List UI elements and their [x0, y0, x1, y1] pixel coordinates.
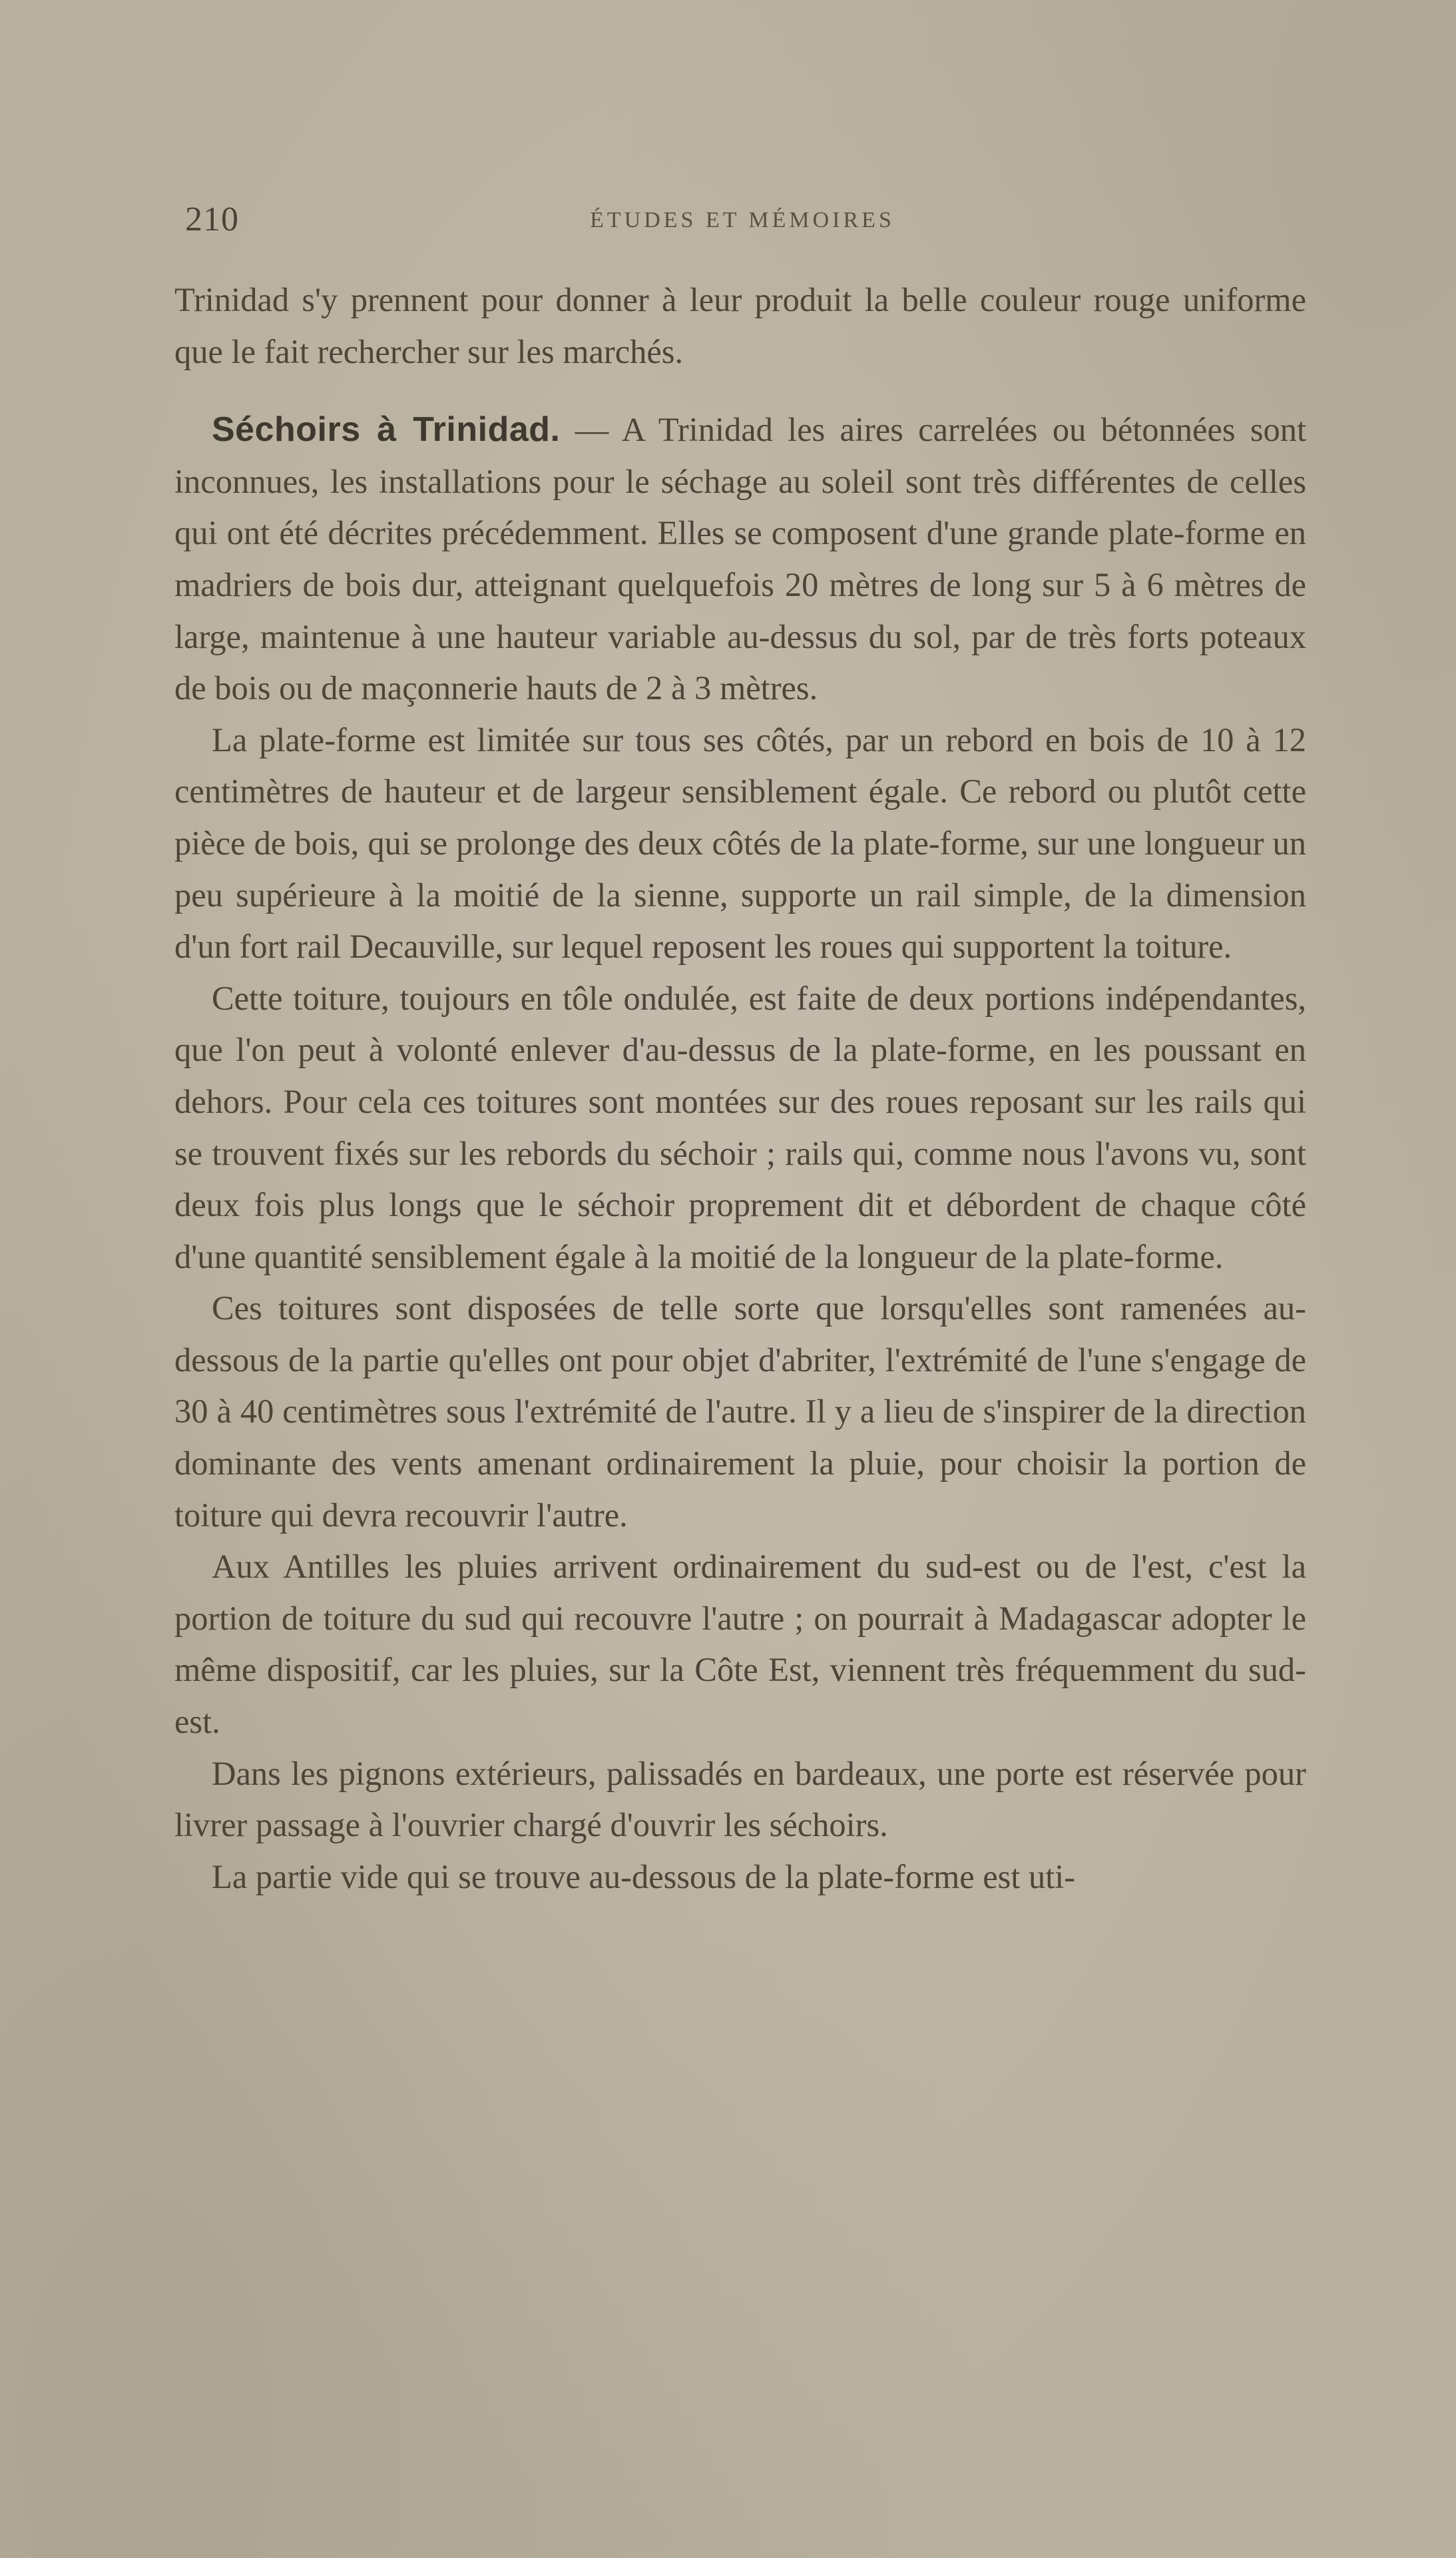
paragraph-text: Cette toiture, toujours en tôle ondulée, est faite de deux portions indépendantes, que l'on peut à volonté enlever d'au-dessus de la plate-forme, en les poussant en dehors. Pour cela ces toitures sont montées sur des roues reposant sur les rails qui se trouvent fixés sur les rebords du séchoir ; rails qui, comme nous l'avons vu, sont deux fois plus longs que le séchoir proprement dit et débordent de chaque côté d'une quantité sensiblement égale à la moitié de la longueur de la plate-forme.: [174, 979, 1306, 1275]
page-number: 210: [185, 200, 239, 238]
paragraph: [174, 1283, 1306, 1541]
paragraph-text: La plate-forme est limitée sur tous ses côtés, par un rebord en bois de 10 à 12 centimètres de hauteur et de largeur sensiblement égale. Ce rebord ou plutôt cette pièce de bois, qui se prolonge des deux côtés de la plate-forme, sur une longueur un peu supérieure à la moitié de la sienne, supporte un rail simple, de la dimension d'un fort rail Decauville, sur lequel reposent les roues qui supportent la toiture.: [174, 721, 1306, 966]
paragraph-text: La partie vide qui se trouve au-dessous de la plate-forme est uti-: [212, 1857, 1076, 1895]
paragraph: [174, 715, 1306, 973]
paragraph: [174, 1851, 1306, 1903]
paragraph-text: Dans les pignons extérieurs, palissadés en bardeaux, une porte est réservée pour livrer passage à l'ouvrier chargé d'ouvrir les séchoirs.: [174, 1754, 1306, 1844]
body-text: [174, 274, 1306, 1903]
paragraph: [174, 1541, 1306, 1748]
paragraph-text: — A Trinidad les aires carrelées ou bétonnées sont inconnues, les installations pour le séchage au soleil sont très différentes de celles qui ont été décrites précédemment. Elles se composent d'une grande plate-forme en madriers de bois dur, atteignant quelquefois 20 mètres de long sur 5 à 6 mètres de large, maintenue à une hauteur variable au-dessus du sol, par de très forts poteaux de bois ou de maçonnerie hauts de 2 à 3 mètres.: [174, 411, 1306, 707]
paragraph-text: Aux Antilles les pluies arrivent ordinairement du sud-est ou de l'est, c'est la portion de toiture du sud qui recouvre l'autre ; on pourrait à Madagascar adopter le même dispositif, car les pluies, sur la Côte Est, viennent très fréquemment du sud-est.: [174, 1548, 1306, 1741]
paragraph-text: Ces toitures sont disposées de telle sorte que lorsqu'elles sont ramenées au-dessous de la partie qu'elles ont pour objet d'abriter, l'extrémité de l'une s'engage de 30 à 40 centimètres sous l'extrémité de l'autre. Il y a lieu de s'inspirer de la direction dominante des vents amenant ordinairement la pluie, pour choisir la portion de toiture qui devra recouvrir l'autre.: [174, 1289, 1306, 1534]
paragraph-text: Trinidad s'y prennent pour donner à leur produit la belle couleur rouge uniforme que le fait rechercher sur les marchés.: [174, 281, 1306, 370]
paragraph: [174, 1748, 1306, 1851]
running-head: [180, 200, 1305, 253]
paragraph-continuation: [174, 274, 1306, 378]
section-gap: [174, 378, 1306, 404]
section-heading: Séchoirs à Trinidad.: [212, 410, 561, 450]
paragraph: [174, 973, 1306, 1283]
paragraph-section-start: [174, 404, 1306, 715]
running-title: ÉTUDES ET MÉMOIRES: [590, 208, 895, 232]
